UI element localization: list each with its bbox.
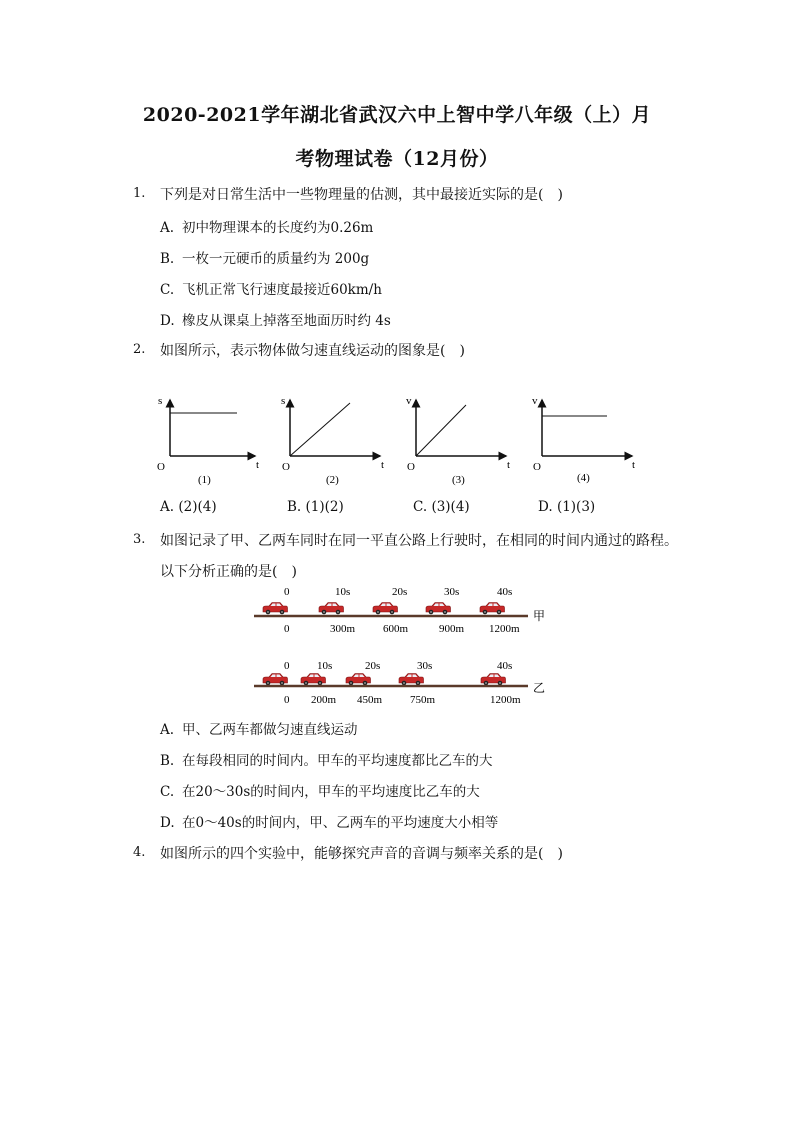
car-a-time-1: 10s [335,586,351,598]
car-b-distance-3: 750m [410,694,436,706]
graph-4-xlabel: t [632,459,636,471]
question-1-option-a [160,216,373,236]
graph-2-caption: (2) [326,474,339,486]
option-text: (3)(4) [431,499,470,515]
car-b-time-0: 0 [284,660,290,672]
question-1-number: 1. [133,186,146,201]
car-b-distance-0: 0 [284,694,290,706]
option-label: B. [287,499,302,515]
graph-4-caption: (4) [577,472,590,484]
question-4-text: 如图所示的四个实验中，能够探究声音的音调与频率关系的是( ) [160,846,563,862]
car-a-icon-4 [480,603,505,615]
car-b-icon-2 [346,674,371,686]
car-b-icon-3 [399,674,424,686]
question-2-text: 如图所示，表示物体做匀速直线运动的图象是( ) [160,343,465,359]
graph-3 [406,395,510,486]
question-2-graphs-figure [150,390,650,490]
car-a-distance-2: 600m [383,623,409,635]
option-label: D. [160,815,175,831]
car-b-icon-0 [263,674,288,686]
option-label: A. [160,499,175,515]
graph-2-origin: O [282,461,290,473]
option-text: 在0～40s的时间内，甲、乙两车的平均速度大小相等 [182,815,499,831]
car-b-icon-1 [301,674,326,686]
option-text: (1)(3) [556,499,596,515]
car-b-time-1: 10s [317,660,333,672]
car-a-distance-1: 300m [330,623,356,635]
car-a-name: 甲 [533,609,546,623]
graph-3-ylabel: v [406,395,412,407]
graph-3-xlabel: t [507,459,511,471]
car-b-icon-4 [481,674,506,686]
car-a-time-2: 20s [392,586,408,598]
graph-2-xlabel: t [381,459,385,471]
question-3-text: 如图记录了甲、乙两车同时在同一平直公路上行驶时，在相同的时间内通过的路程。 [160,533,678,549]
graph-1-caption: (1) [198,474,211,486]
graph-3-origin: O [407,461,415,473]
car-b-time-2: 20s [365,660,381,672]
graph-1-origin: O [157,461,165,473]
car-a-distance-3: 900m [439,623,465,635]
question-3-option-a [160,718,358,738]
graph-4-ylabel: v [532,395,538,407]
option-label: C. [160,282,175,298]
option-text: 飞机正常飞行速度最接近60km/h [182,282,382,298]
car-b-time-4: 40s [497,660,513,672]
question-1-option-b [160,247,369,267]
car-a-icon-2 [373,603,398,615]
option-label: A. [160,722,175,738]
graph-3-caption: (3) [452,474,465,486]
graph-1 [157,395,259,486]
option-label: C. [413,499,428,515]
option-text: (1)(2) [305,499,344,515]
question-3-text-line-2: 以下分析正确的是( ) [160,564,297,580]
question-1-option-d [160,309,391,329]
option-label: A. [160,220,175,236]
option-text: 在20～30s的时间内，甲车的平均速度比乙车的大 [182,784,480,800]
car-b-name: 乙 [533,681,546,695]
graph-2-ylabel: s [281,395,286,407]
car-a-icon-1 [319,603,344,615]
car-a-row [254,586,545,635]
question-3-cars-figure [250,582,560,710]
question-3-option-d [160,811,498,831]
question-2-option-b [287,499,344,515]
option-text: 橡皮从课桌上掉落至地面历时约 4s [182,313,391,329]
question-1-text: 下列是对日常生活中一些物理量的估测，其中最接近实际的是( ) [160,187,563,203]
question-3-option-c [160,780,480,800]
option-text: 甲、乙两车都做匀速直线运动 [182,722,358,738]
graph-4 [532,395,635,484]
page-title-line-1: 2020-2021学年湖北省武汉六中上智中学八年级（上）月 [142,104,652,126]
car-b-distance-2: 450m [357,694,383,706]
car-b-row [254,660,545,706]
graph-1-xlabel: t [256,459,260,471]
option-text: (2)(4) [178,499,217,515]
question-2-option-c [413,499,470,515]
car-b-distance-1: 200m [311,694,337,706]
option-text: 初中物理课本的长度约为0.26m [182,220,374,236]
option-label: C. [160,784,175,800]
option-label: D. [538,499,553,515]
car-a-distance-0: 0 [284,623,290,635]
car-a-icon-3 [426,603,451,615]
car-a-distance-4: 1200m [489,623,520,635]
question-3-number: 3. [133,532,146,547]
question-3-option-b [160,749,493,769]
page-title-line-2: 考物理试卷（12月份） [295,148,499,170]
graph-4-origin: O [533,461,541,473]
graph-2 [281,395,384,486]
car-a-time-0: 0 [284,586,290,598]
car-a-icon-0 [263,603,288,615]
car-a-time-4: 40s [497,586,513,598]
question-2-number: 2. [133,342,146,357]
option-label: D. [160,313,175,329]
question-2-option-d [538,499,595,515]
car-b-distance-4: 1200m [490,694,521,706]
question-4-number: 4. [133,845,146,860]
option-text: 一枚一元硬币的质量约为 200g [182,251,370,267]
car-b-time-3: 30s [417,660,433,672]
option-label: B. [160,251,175,267]
option-text: 在每段相同的时间内。甲车的平均速度都比乙车的大 [182,753,493,769]
graph-1-ylabel: s [158,395,163,407]
option-label: B. [160,753,175,769]
car-a-time-3: 30s [444,586,460,598]
question-2-option-a [160,499,217,515]
question-1-option-c [160,278,382,298]
